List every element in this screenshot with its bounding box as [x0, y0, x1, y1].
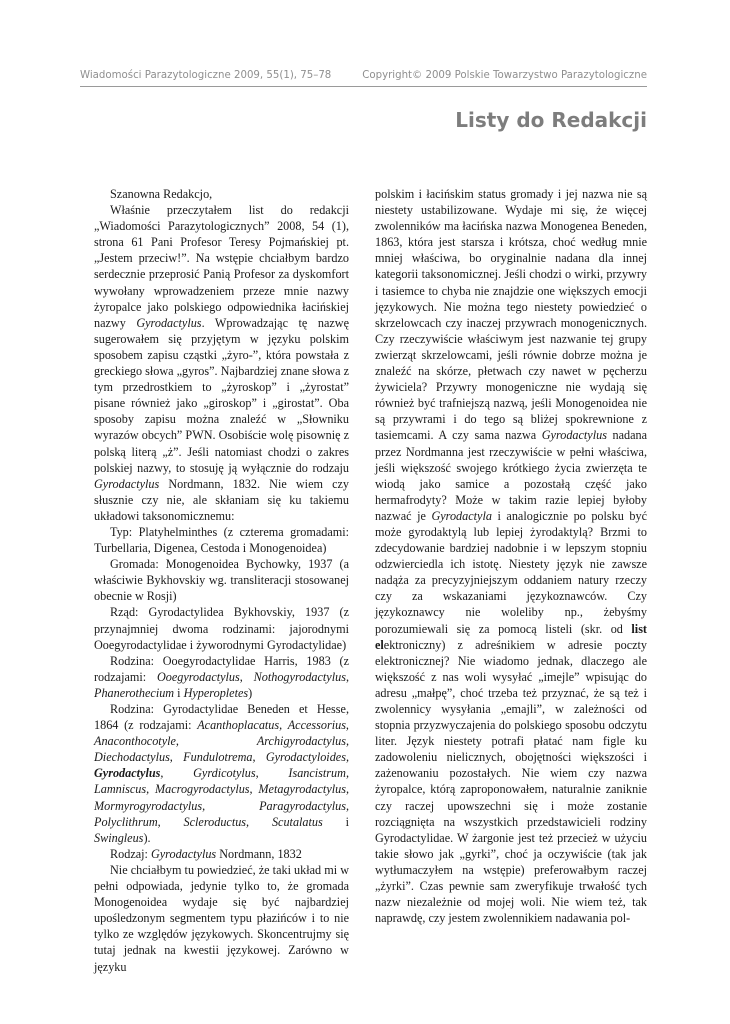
genus-name: Swingleus [94, 830, 144, 845]
genus-name: Phanerothecium [94, 685, 175, 700]
copyright-notice: Copyright© 2009 Polskie Towarzystwo Parazytologiczne [362, 70, 647, 81]
text-run: i analogicznie po polsku być może gyrodaktylą lub lepiej żyrodaktylą? Brzmi to zdecydowanie bardziej nadobnie i w lepszym stopniu odzwierciedla ich istotę. Niestety język nie zawsze nadąża za precyzyjniejszym oddaniem natury rzeczy czy za wskazaniami językoznawców. Czy językoznawcy nie woleliby np., żebyśmy porozumiewali się za pomocą listeli (skr. od [375, 508, 647, 636]
genus-list: Acanthoplacatus, Accessorius, Anaconthocotyle, Archigyrodactylus, Diechodactylus, Fundulotrema, Gyrodactyloides, [94, 718, 349, 765]
separator: , [239, 669, 254, 684]
journal-citation: Wiadomości Parazytologiczne 2009, 55(1), 75–78 [80, 70, 332, 81]
taxon-genus [94, 846, 349, 862]
genus-name: Ooegyrodactylus [156, 669, 240, 684]
running-header [80, 70, 647, 87]
genus-name: Gyrodactylus [136, 315, 202, 330]
genus-name: Gyrodactyla [431, 508, 492, 523]
taxon-family-gyrodactylidae [94, 701, 349, 846]
text-run: Rodzina: Gyrodactylidae Beneden et Hesse, 1864 (z rodzajami: [94, 702, 349, 733]
text-run: ). [143, 830, 151, 845]
section-title: Listy do Redakcji [455, 108, 647, 132]
paragraph-intro [94, 202, 349, 524]
paragraph-closing: Nie chciałbym tu powiedzieć, że taki układ mi w pełni odpowiada, jedynie tylko to, że gromada Monogenoidea wydaje się być najbardziej upośledzonym segmentem typu płazińców i to nie tylko ze względów językowych. Skoncentrujmy się tutaj jednak na kwestii językowej. Zarówno w języku [94, 862, 349, 974]
text-run: Nordmann, 1832. Nie wiem czy słusznie czy nie, ale skłaniam się ku takiemu układowi taksonomicznemu: [94, 476, 349, 523]
taxon-order: Rząd: Gyrodactylidea Bykhovskiy, 1937 (z przynajmniej dwoma rodzinami: jajorodnymi Ooegyrodactylidae i żyworodnymi Gyrodactylidae) [94, 605, 349, 652]
right-column [375, 186, 647, 926]
conjunction: i [174, 685, 184, 700]
taxon-phylum: Typ: Platyhelminthes (z czterema gromadami: Turbellaria, Digenea, Cestoda i Monogenoidea) [94, 524, 349, 556]
text-run: . Wprowadzając tę nazwę sugerowałem się przyjętym w języku polskim sposobem zapisu cząstki „żyro-”, która powstała z greckiego słowa „gyros”. Najbardziej znane słowa z tym przedrostkiem to „żyroskop” i „żyrostat” pisane również jako „giroskop” i „girostat”. Oba sposoby zapisu można znaleźć w „Słowniku wyrazów obcych” PWN. Osobiście wolę pisownię z polską literą „ż”. Jeśli natomiast chodzi o zakres polskiej nazwy, to stosuję ją wyłącznie do rodzaju [94, 315, 349, 475]
text-run: nadana przez Nordmanna jest rzeczywiście w pełni właściwa, jeśli większość swojego krótkiego życia zwierzęta te wiodą jako samice a pozostałą część jako hermafrodyty? Może w takim razie lepiej byłoby nazwać je [375, 428, 647, 523]
genus-list: , Gyrdicotylus, Isancistrum, Lamniscus, Macrogyrodactylus, Metagyrodactylus, Mormyrogyrodactylus, Paragyrodactylus, Polyclithrum, Scleroductus, Scutalatus [94, 766, 349, 829]
paragraph-continuation [375, 186, 647, 926]
text-run: Nordmann, 1832 [216, 846, 302, 861]
bold-term: list el [375, 621, 647, 652]
salutation: Szanowna Redakcjo, [110, 187, 213, 201]
text-run: ) [248, 685, 253, 700]
text-run: polskim i łacińskim status gromady i jej nazwa nie są niestety ustabilizowane. Wydaje mi się, że więcej zwolenników ma łacińska nazwa Monogenea Beneden, 1863, która jest starsza i krótsza, choć według mnie mniej właściwa, bo oryginalnie nadana dla innej kategorii taksonomicznej. Jeśli chodzi o wirki, przywry i tasiemce to chyba nie znajdzie one większych emocji językowych. Nie można tego niestety powiedzieć o skrzelowcach czy inaczej przywrach monogenicznych. Czy rzeczywiście właściwym jest nazwanie tej grupy zwierząt skrzelowcami, jeśli równie dobrze można je znaleźć na skórze, płetwach czy nawet w pęcherzu żywiciela? Przywry monogeniczne nie wydają się również być trafniejszą nazwą, jeśli Monogenoidea nie są przywrami i do tego są bliżej spokrewnione z tasiemcami. A czy sama nazwa [375, 187, 647, 443]
conjunction: i [322, 814, 350, 829]
genus-name: Gyrodactylus [150, 846, 217, 861]
text-run: Rodzina: Ooegyrodactylidae Harris, 1983 (z rodzajami: [94, 653, 349, 684]
taxon-class: Gromada: Monogenoidea Bychowky, 1937 (a właściwie Bykhovskiy wg. transliteracji stosowanej obecnie w Rosji) [94, 557, 349, 604]
separator: , [345, 669, 349, 684]
genus-name: Hyperopletes [183, 685, 249, 700]
text-run: Rodzaj: [110, 846, 151, 861]
left-column [94, 186, 349, 975]
taxon-family-ooegyrodactylidae [94, 653, 349, 701]
text-run: ektroniczny) z adreśnikiem w adresie poczty elektronicznej? Nie wiadomo jednak, dlaczego ale większość z nas woli wysyłać „imejle” wpisując do adresu „małpę”, choć trzeba też przyznać, że są też i zwolennicy wysyłania „emajli”, w zależności od stopnia przyzwyczajenia do polskiego sposobu odczytu liter. Język niestety potrafi płatać nam figle ku zadowoleniu nielicznych, obojętności większości i zażenowaniu pozostałych. Nie wiem czy nazwa żyropalce, którą zaproponowałem, naturalnie zaniknie czy raczej upowszechni się i może zostanie rozciągnięta na wszystkich przedstawicieli rodziny Gyrodactylidae. W żargonie jest też przecież w użyciu takie słowo jak „gyrki”, choć ja oczywiście (tak jak wytłumaczyłem na wstępie) preferowałbym raczej „żyrki”. Czas pewnie sam zweryfikuje trwałość tych nazw niezależnie od mojej woli. Nie wiem też, tak naprawdę, czy jestem zwolennikiem nadawania pol- [375, 637, 647, 926]
genus-name: Gyrodactylus [94, 476, 160, 491]
text-run: Właśnie przeczytałem list do redakcji „Wiadomości Parazytologicznych” 2008, 54 (1), strona 61 Pani Profesor Teresy Pojmańskiej pt. „Jestem przeciw!”. Na wstępie chciałbym bardzo serdecznie przeprosić Panią Profesor za dyskomfort wywołany wprowadzeniem przeze mnie nazwy żyropalce jako polskiego odpowiednika łacińskiej nazwy [94, 203, 349, 330]
genus-name-emphasis: Gyrodactylus [94, 766, 161, 781]
genus-name: Nothogyrodactylus [253, 669, 346, 684]
genus-name: Gyrodactylus [541, 428, 607, 443]
